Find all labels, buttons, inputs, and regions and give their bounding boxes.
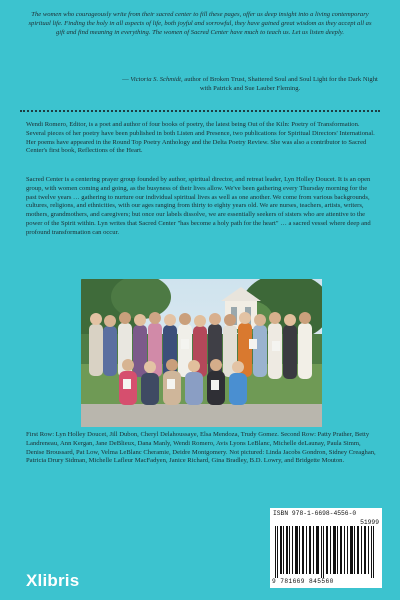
price-code: 51999: [360, 519, 379, 526]
group-description-paragraph: Sacred Center is a centering prayer group founded by author, spiritual director, and retreat leader, Lyn Holley Doucet. It is an open group, with women coming and going, as the busyness of their lives allow. We've been gathering every Thursday morning for the past twelve years … gathering to nurture our individual spiritual lives as well as one another. We come from various backgrounds, cultures, religions, and ethnicities, with our ages ranging from thirty to eighty years old. We are nurses, teachers, artists, writers, mothers, grandmothers, and caregivers; but once our labels dissolve, we are essentially seekers of sisters who are attentive to the power of the Spirit within. Lyn writes that Sacred Center "has become a holy path for the heart" … a sacred vessel where deep and profound transformation can occur.: [26, 176, 371, 236]
photo-caption: First Row: Lyn Holley Doucet, Jill Dubon, Cheryl Delahoussaye, Elsa Mendoza, Trudy Gomez. Second Row: Patty Prather, Betty Landreneau, Ann Kergan, Jane DeBlieux, Dana Manly, Wendi Romero, Avis Lyons LeBlanc, Michelle deLaunay, Paula Simm, Denise Broussard, Pat Low, Velma LeBlanc Cheramie, Deidre Montgomery. Not pictured: Linda Jacobs Gondron, Sidney Creaghan, Patricia Drury Sidman, Michelle Lafleur MacFadyen, Janice Richard, Gina Bradley, B.D. Lowry, and Bridgette Mouton.: [26, 431, 376, 465]
dotted-divider: [20, 110, 380, 112]
endorsement-quote: The women who courageously write from their sacred center to fill these pages, offer us deep insight into a living contemporary spiritual life. Finding the holy in all aspects of life, both joyful and sorrowful, they have gained great wisdom as they accept all as gift and find meaning in everything. The women of Sacred Center have much to teach us. Let us listen deeply.: [28, 11, 372, 37]
editor-bio-paragraph: Wendi Romero, Editor, is a poet and author of four books of poetry, the latest being Out of the Kiln: Poetry of Transformation. Several pieces of her poetry have been published in both Listen and Presence, two publications for Spiritual Directors' International. Her poems have appeared in the Round Top Poetry Anthology and the Delta Poetry Review. She was also a contributor to Sacred Center's first book, Reflections of the Heart.: [26, 121, 375, 155]
barcode-bars: [273, 526, 379, 578]
isbn-number: ISBN 978-1-6698-4556-0: [273, 510, 357, 517]
barcode-digits: 9 781669 845560: [272, 578, 334, 585]
attribution-credits: , author of Broken Trust, Shattered Soul and Soul Light for the Dark Night with Patrick and Sue Lauber Fleming.: [180, 76, 378, 93]
endorsement-attribution: [120, 75, 380, 93]
publisher-logo: Xlibris: [26, 571, 80, 590]
isbn-barcode: [270, 508, 382, 588]
attribution-dash: —: [122, 76, 131, 83]
attribution-name: Victoria S. Schmidt: [130, 76, 181, 83]
group-photo: [81, 279, 322, 427]
